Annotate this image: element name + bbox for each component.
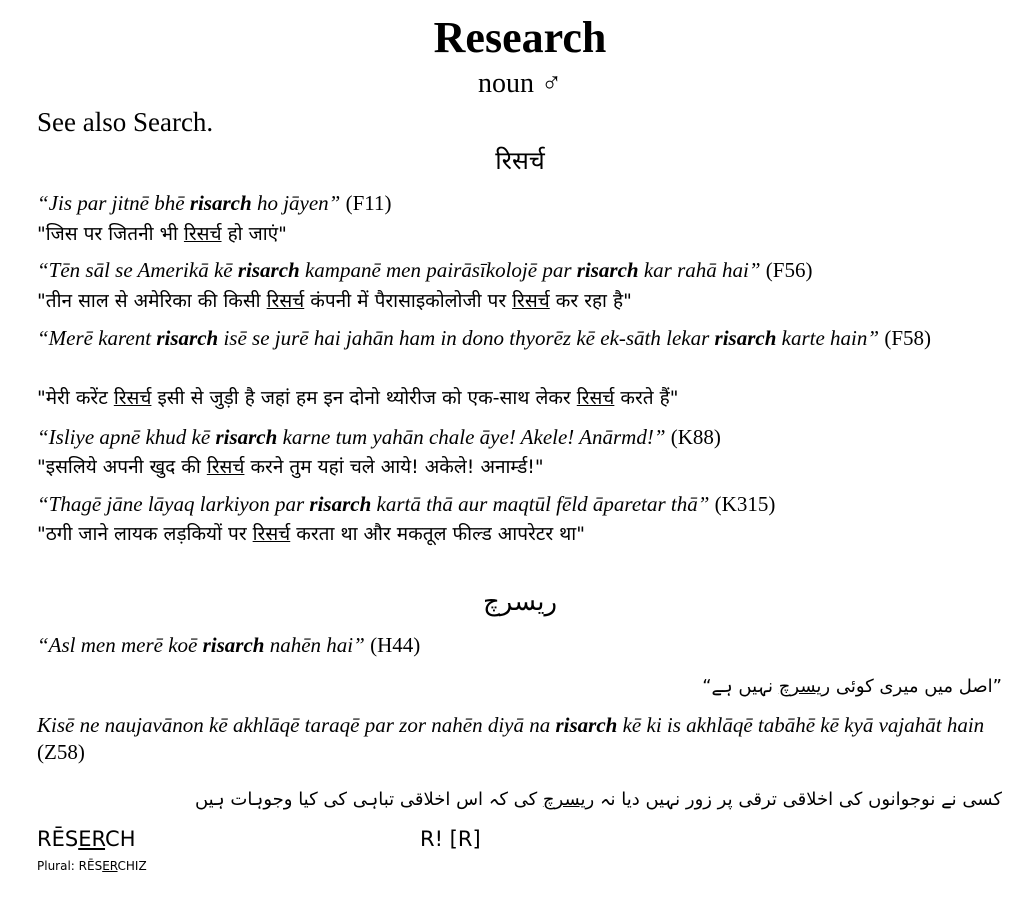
- stressed-syllable: ER: [102, 859, 118, 873]
- example-devanagari: "ठगी जाने लायक लड़कियों पर रिसर्च करता था और मकतूल फील्ड आपरेटर था": [37, 523, 585, 545]
- example-source: (F58): [879, 326, 931, 350]
- example-source: (F56): [760, 258, 813, 282]
- stressed-syllable: ER: [78, 827, 106, 851]
- underlined-term: रिसर्च: [206, 456, 245, 478]
- example-romanized: “Tēn sāl se Amerikā kē risarch kampanē men pairāsīkolojē par risarch kar rahā hai” (F56): [37, 258, 813, 282]
- example-source: (K315): [709, 492, 776, 516]
- example-urdu: کسی نے نوجوانوں کی اخلاقی ترقی پر زور نہیں دیا نہ ریسرچ کی کہ اس اخلاقی تباہی کی کیا وجوہات ہیں: [194, 789, 1002, 810]
- hindi-script-heading: रिसर्च: [495, 146, 545, 175]
- example-source: (H44): [364, 633, 421, 657]
- example-source: (Z58): [37, 740, 85, 764]
- example-romanized: “Jis par jitnē bhē risarch ho jāyen” (F11): [37, 191, 392, 215]
- example-romanized: “Isliye apnē khud kē risarch karne tum yahān chale āye! Akele! Anārmd!” (K88): [37, 425, 721, 449]
- underlined-term: रिसर्च: [512, 290, 550, 312]
- example-romanized: “Asl men merē koē risarch nahēn hai” (H44): [37, 633, 421, 657]
- example-devanagari: "मेरी करेंट रिसर्च इसी से जुड़ी है जहां हम इन दोनो थ्योरीज को एक-साथ लेकर रिसर्च करते हैं": [37, 387, 679, 409]
- see-also-note: See also Search.: [37, 107, 214, 137]
- example-romanized: Kisē ne naujavānon kē akhlāqē taraqē par zor nahēn diyā na risarch kē ki is akhlāqē tabāhē kē kyā vajahāt hain (Z58): [37, 713, 985, 764]
- transliteration: RĒSERCH: [37, 827, 136, 851]
- example-romanized: “Thagē jāne lāyaq larkiyon par risarch kartā thā aur maqtūl fēld āparetar thā” (K315): [37, 492, 776, 516]
- example-devanagari: "जिस पर जितनी भी रिसर्च हो जाएं": [37, 223, 287, 245]
- example-romanized: “Merē karent risarch isē se jurē hai jahān ham in dono thyorēz kē ek-sāth lekar risarch karte hain” (F58): [37, 326, 931, 350]
- example-urdu: ”اصل میں میری کوئی ریسرچ نہیں ہے“: [702, 676, 1002, 697]
- example-devanagari: "तीन साल से अमेरिका की किसी रिसर्च कंपनी में पैरासाइकोलोजी पर रिसर्च कर रहा है": [37, 290, 632, 312]
- plural-form: Plural: RĒSERCHIZ: [37, 859, 147, 873]
- underlined-term: ریسرچ: [542, 789, 595, 810]
- underlined-term: रिसर्च: [113, 387, 152, 409]
- underlined-term: रिसर्च: [266, 290, 305, 312]
- part-of-speech: noun ♂: [478, 68, 562, 99]
- underlined-term: रिसर्च: [252, 523, 291, 545]
- example-source: (F11): [340, 191, 392, 215]
- example-source: (K88): [665, 425, 721, 449]
- urdu-script-heading: ریسرچ: [482, 587, 558, 617]
- underlined-term: रिसर्च: [576, 387, 615, 409]
- phonetic-marker: R! [R]: [420, 827, 481, 851]
- underlined-term: रिसर्च: [183, 223, 222, 245]
- headword: Research: [433, 13, 607, 62]
- example-devanagari: "इसलिये अपनी खुद की रिसर्च करने तुम यहां चले आये! अकेले! अनार्म्ड!": [37, 456, 544, 478]
- underlined-term: ریسرچ: [778, 676, 831, 697]
